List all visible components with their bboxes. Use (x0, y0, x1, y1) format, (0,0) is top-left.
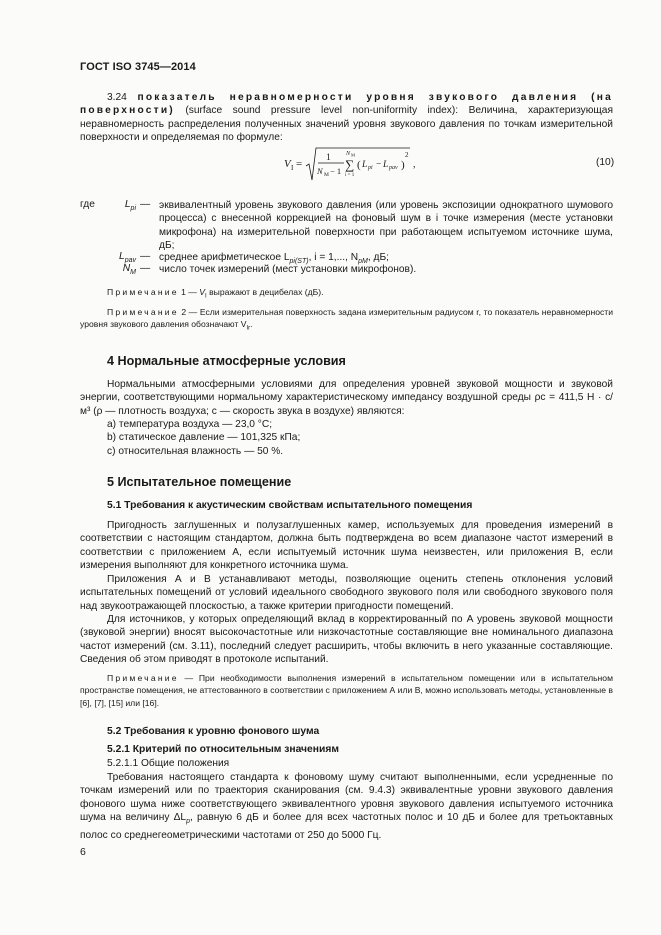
formula-sum-top: N (346, 151, 351, 157)
section-5-heading: 5 Испытательное помещение (107, 475, 292, 489)
note-1: Примечание 1 — $V_I$ выражают в децибелах (дБ). (107, 287, 324, 300)
section-5-2-heading: 5.2 Требования к уровню фонового шума (107, 726, 320, 737)
where-symbol-lpav: $L_{pav}$ (119, 251, 136, 265)
formula-10 (282, 144, 422, 186)
note-5-1: Примечание — При необходимости выполнения измерений в испытательном помещении или в испытательном пространстве помещения, не аттестованного в соответствии с приложением А или В, можно использовать методы, установленные в [6], [7], [15] или [16]. (80, 673, 613, 708)
definition-text: Величина, характеризующая неравномерность распределения полученных значений уровня звукового давления по точкам измерительной поверхности и определяемая по формуле: (80, 105, 613, 144)
sigma-sign: ∑ (345, 157, 355, 172)
formula-term-r: L (383, 160, 389, 170)
formula-lhs-sub: I (291, 164, 294, 172)
paren-open: ( (357, 159, 361, 171)
formula-tail: , (413, 159, 416, 170)
equation-number: (10) (596, 157, 615, 168)
section-4-heading: 4 Нормальные атмосферные условия (107, 354, 346, 368)
page-number: 6 (80, 846, 86, 858)
formula-minus: − (376, 160, 382, 170)
document-header: ГОСТ ISO 3745—2014 (80, 61, 196, 73)
section-5-1-paragraph-1: Пригодность заглушенных и полузаглушенных камер, используемых для проведения измерений в соответствии с настоящим стандартом, должна быть подтверждена во всем диапазоне частот измерений в соответствии с приложением А, если испытуемый источник шума неизвестен, или приложения В, если измерения выполняют для конкретного источника шума. (80, 520, 613, 572)
formula-den-n: N (317, 166, 323, 176)
term-english: (surface sound pressure level non-uniformity index): (185, 105, 459, 117)
section-5-2-1-1-paragraph: Требования настоящего стандарта к фоновому шуму считают выполненными, если усредненные по точкам измерений или по траектория сканирования (см. 9.4.3) эквивалентные уровни звукового давления фонового шума ниже соответствующего эквивалентного уровня звукового давления испытуемого источника шума на величину $\Delta L_p$, равную 6 дБ и более для всех частотных полос и 10 дБ и более для третьоктавных полос со среднегеометрическими частотами от 250 до 5000 Гц. (80, 772, 613, 841)
section-5-1-paragraph-3: Для источников, у которых определяющий вклад в корректированный по A уровень звуковой мощности (звуковой энергии) вносят высокочастотные или низкочастотные составляющие вне номинального диапазона частот измерений (см. 3.11), последний следует расширить, чтобы включить в него указанные составляющие. Сведения об этом приводят в протоколе испытаний. (80, 614, 613, 666)
where-dash: — (140, 251, 151, 262)
section-5-1-heading: 5.1 Требования к акустическим свойствам испытательного помещения (107, 500, 473, 511)
where-dash: — (140, 263, 151, 274)
formula-term-r-sub: pav (389, 165, 398, 171)
section-5-2-1-heading: 5.2.1 Критерий по относительным значениям (107, 744, 339, 755)
where-label: где (80, 199, 95, 210)
formula-numerator: 1 (326, 153, 331, 163)
paren-close: ) (401, 159, 405, 171)
list-item-c: c) относительная влажность — 50 %. (107, 446, 284, 457)
term-bold: показатель неравномерности уровня звукового давления (на поверхности) (80, 92, 613, 117)
section-4-paragraph: Нормальными атмосферными условиями для определения уровней звуковой мощности и звуковой энергии, соответствующими нормальному характеристическому импедансу воздушной среды ρc = 411,5 Н · с/м³ (ρ — плотность воздуха; c — скорость звука в воздухе) являются: (80, 379, 613, 417)
where-text-lpav: среднее арифметическое $L_{pi(ST)}$, i = 1,..., $N_{pM}$, дБ; (159, 252, 389, 266)
where-symbol-nm: $N_M$ (122, 263, 136, 277)
where-symbol-lpi: $L_{pi}$ (124, 199, 136, 213)
section-5-1-paragraph-2: Приложения А и В устанавливают методы, позволяющие оценить степень отклонения условий испытательных помещений от условий идеального свободного звукового поля или свободного звукового поля над звукоотражающей плоскостью, а также критерии пригодности помещений. (80, 574, 613, 612)
formula-term-l: L (362, 160, 368, 170)
formula-power: 2 (405, 151, 409, 159)
where-text-lpi: эквивалентный уровень звукового давления (или уровень экспозиции однократного шумового процесса) с внесенной коррекцией на фоновый шум в i точке измерения (месте установки микрофона) на измерительной поверхности при работающем испытуемом источнике шума, дБ; (159, 200, 613, 252)
section-5-2-1-1-heading: 5.2.1.1 Общие положения (107, 758, 230, 769)
formula-den-minus: − 1 (330, 166, 342, 176)
formula-term-l-sub: pi (368, 165, 373, 171)
where-dash: — (140, 199, 151, 210)
definition-3-24 (80, 91, 613, 145)
formula-den-sub: M (324, 172, 329, 178)
clause-number: 3.24 (107, 92, 127, 103)
formula-lhs: V (284, 158, 291, 170)
list-item-b: b) статическое давление — 101,325 кПа; (107, 432, 301, 443)
formula-sum-bottom: i = 1 (345, 173, 355, 178)
note-2: Примечание 2 — Если измерительная поверхность задана измерительным радиусом r, то показатель неравномерности уровня звукового давления обозначают $V_{Ir}$. (80, 307, 614, 333)
formula-sum-top-sub: M (351, 152, 356, 158)
where-text-nm: число точек измерений (мест установки микрофонов). (159, 264, 417, 275)
formula-eq: = (296, 158, 303, 170)
list-item-a: a) температура воздуха — 23,0 °С; (107, 419, 273, 430)
